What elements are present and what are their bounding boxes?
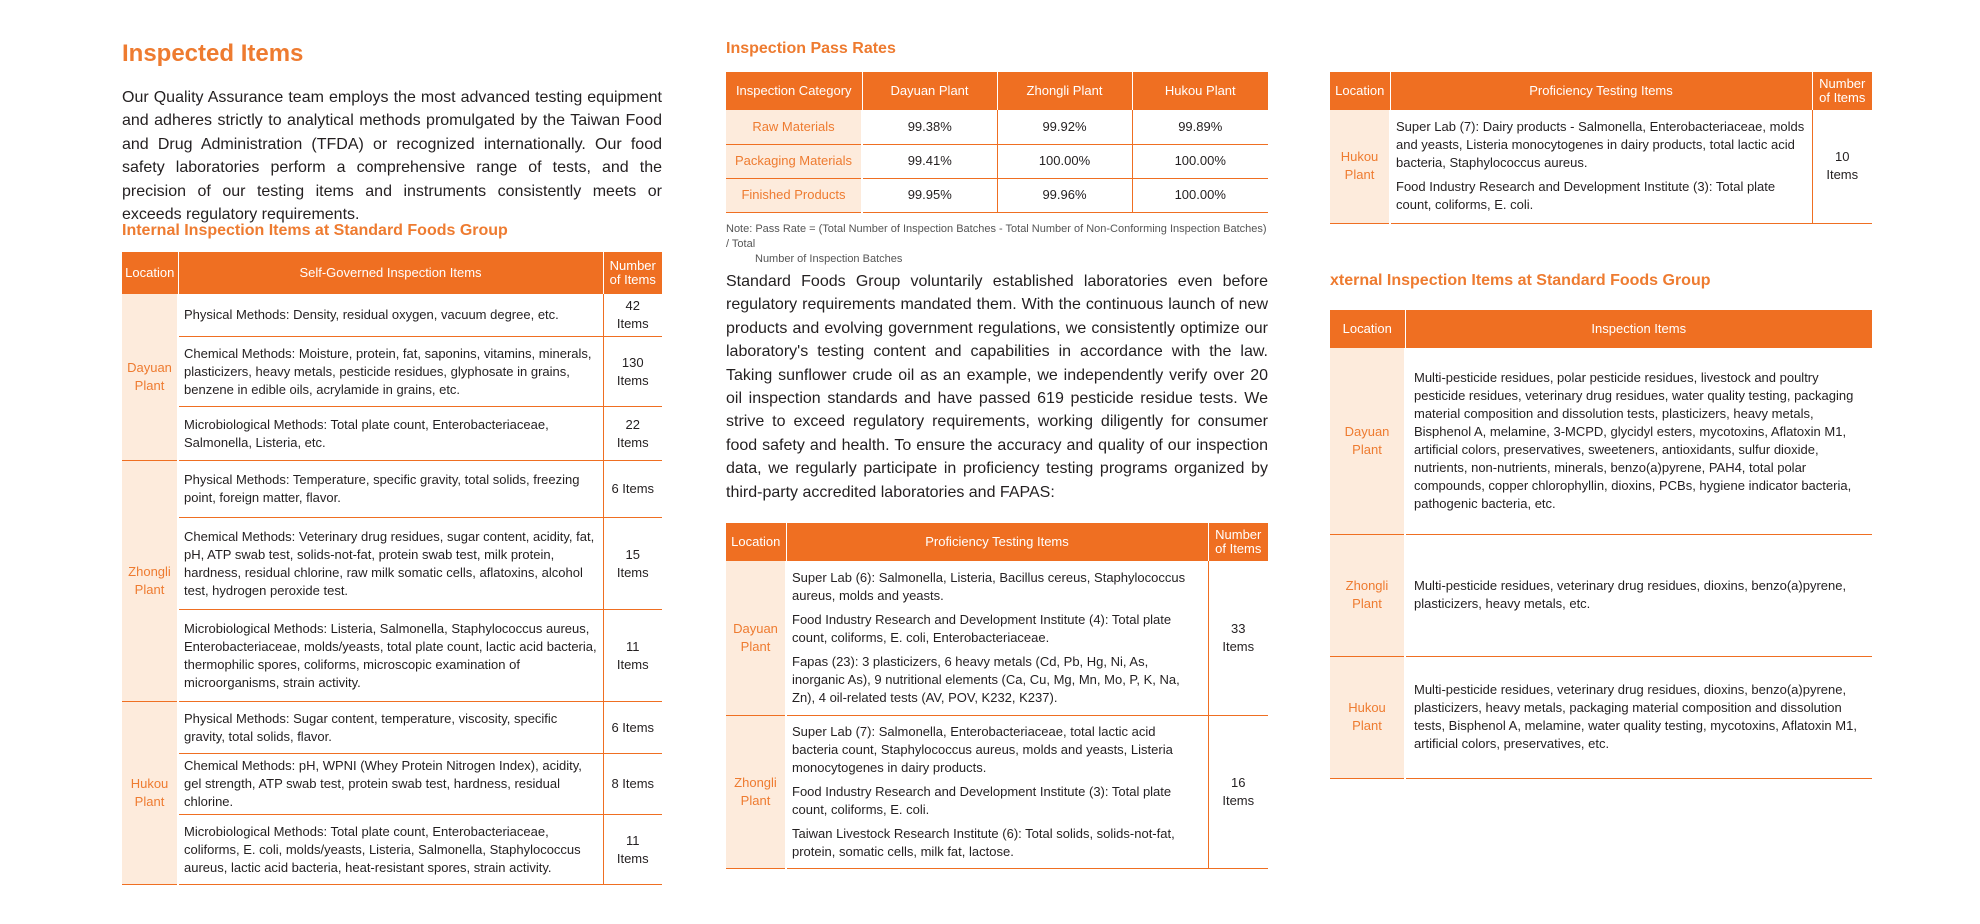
location-cell: Dayuan Plant [726,561,786,715]
item-cell: Physical Methods: Density, residual oxygen, vacuum degree, etc. [178,294,603,337]
rate-cell: 99.95% [862,178,997,212]
col-header-items: Inspection Items [1405,310,1872,348]
location-cell: Dayuan Plant [122,294,178,461]
proficiency-table-hukou [1330,72,1872,224]
pass-rates-title: Inspection Pass Rates [726,40,896,57]
rate-cell: 99.41% [862,144,997,178]
internal-inspection-table [122,252,662,885]
col-header-location: Location [726,523,786,561]
table-row [122,702,662,754]
proficiency-item: Fapas (23): 3 plasticizers, 6 heavy metals (Cd, Pb, Hg, Ni, As, inorganic As), 9 nutritional elements (Ca, Cu, Mg, Mn, Mo, P, K, Na, Zn), 4 oil-related tests (AV, POV, K232, K237). [792,653,1180,705]
pass-rates-table [726,72,1268,213]
col-header-dayuan: Dayuan Plant [862,72,997,110]
items-cell: Multi-pesticide residues, polar pesticide residues, livestock and poultry pesticide residues, veterinary drug residues, water quality testing, packaging material composition and dissolution tests, plasticizers, heavy metals, Bisphenol A, melamine, 3-MCPD, glycidyl esters, mycotoxins, Aflatoxin M1, artificial colors, preservatives, sweeteners, antioxidants, sulfur dioxide, nutrients, non-nutrients, minerals, benzo(a)pyrene, PAH4, total polar compounds, copper chlorophyllin, dioxins, PCBs, hygiene indicator bacteria, pathogenic bacteria, etc. [1405,348,1872,534]
item-cell: Microbiological Methods: Total plate count, Enterobacteriaceae, Salmonella, Listeria, etc. [178,407,603,461]
table-row [122,294,662,337]
category-cell: Raw Materials [726,110,862,144]
table-row [1330,348,1872,534]
col-header-zhongli: Zhongli Plant [997,72,1132,110]
items-cell [786,715,1208,868]
location-cell: Hukou Plant [122,702,178,885]
col-header-items: Proficiency Testing Items [786,523,1208,561]
item-cell: Microbiological Methods: Listeria, Salmonella, Staphylococcus aureus, Enterobacteriaceae, molds/yeasts, total plate count, lactic acid bacteria, thermophilic spores, coliforms, microscopic examination of microorganisms, strain activity. [178,610,603,702]
item-cell: Chemical Methods: Veterinary drug residues, sugar content, acidity, fat, pH, ATP swab test, solids-not-fat, protein swab test, milk protein, hardness, residual chlorine, raw milk somatic cells, aflatoxins, alcohol test, hydrogen peroxide test. [178,518,603,610]
rate-cell: 100.00% [1132,144,1268,178]
number-cell: 10 Items [1812,110,1872,223]
proficiency-item: Super Lab (7): Salmonella, Enterobacteriaceae, total lactic acid bacteria count, Staphylococcus aureus, molds and yeasts, Listeria monocytogenes in dairy products. [792,723,1173,775]
item-cell: Physical Methods: Sugar content, temperature, viscosity, specific gravity, total solids, flavor. [178,702,603,754]
rate-cell: 99.96% [997,178,1132,212]
rate-cell: 99.92% [997,110,1132,144]
col-header-items: Self-Governed Inspection Items [178,252,603,294]
table-row [122,407,662,461]
col-header-category: Inspection Category [726,72,862,110]
table-row [726,144,1268,178]
col-header-number: Number of Items [1208,523,1268,561]
rate-cell: 99.38% [862,110,997,144]
number-cell: 11 Items [603,610,662,702]
number-cell: 15 Items [603,518,662,610]
table-row [1330,656,1872,778]
item-cell: Physical Methods: Temperature, specific gravity, total solids, freezing point, foreign matter, flavor. [178,461,603,518]
col-header-location: Location [1330,72,1390,110]
table-row [122,337,662,407]
table-row [122,461,662,518]
item-cell: Chemical Methods: pH, WPNI (Whey Protein Nitrogen Index), acidity, gel strength, ATP swab test, protein swab test, hardness, residual chlorine. [178,754,603,815]
table-row [726,561,1268,715]
table-row [122,754,662,815]
items-cell [786,561,1208,715]
laboratory-paragraph: Standard Foods Group voluntarily established laboratories even before regulatory requirements mandated them. With the continuous launch of new products and evolving government regulations, we consistently optimize our laboratory's testing content and capabilities in accordance with the law. Taking sunflower crude oil as an example, we independently verify over 20 oil inspection standards and have passed 619 pesticide residue tests. We strive to exceed regulatory requirements, working diligently for consumer food safety and health. To ensure the accuracy and quality of our inspection data, we regularly participate in proficiency testing programs organized by third-party accredited laboratories and FAPAS: [726,273,1268,501]
col-header-items: Proficiency Testing Items [1390,72,1812,110]
location-cell: Hukou Plant [1330,656,1405,778]
proficiency-item: Taiwan Livestock Research Institute (6): Total solids, solids-not-fat, protein, somatic cells, milk fat, lactose. [792,825,1175,859]
note-line-2: Number of Inspection Batches [755,253,903,265]
number-cell: 16 Items [1208,715,1268,868]
location-cell: Zhongli Plant [1330,534,1405,656]
intro-paragraph: Our Quality Assurance team employs the most advanced testing equipment and adheres strictly to analytical methods promulgated by the Taiwan Food and Drug Administration (TFDA) or recognized internationally. Our food safety laboratories perform a comprehensive range of tests, and the precision of our testing items and instruments consistently meets or exceeds regulatory requirements. [122,89,662,224]
location-cell: Hukou Plant [1330,110,1390,223]
note-line-1: Note: Pass Rate = (Total Number of Inspection Batches - Total Number of Non-Conforming Inspection Batches) / Total [726,223,1267,250]
external-inspection-table [1330,310,1872,779]
number-cell: 22 Items [603,407,662,461]
rate-cell: 100.00% [997,144,1132,178]
proficiency-item: Food Industry Research and Development Institute (3): Total plate count, coliforms, E. coli. [1396,179,1776,213]
location-cell: Dayuan Plant [1330,348,1405,534]
table-row [726,110,1268,144]
page-title: Inspected Items [122,40,304,67]
proficiency-item: Super Lab (6): Salmonella, Listeria, Bacillus cereus, Staphylococcus aureus, molds and yeasts. [792,569,1186,603]
category-cell: Finished Products [726,178,862,212]
number-cell: 8 Items [603,754,662,815]
number-cell: 42 Items [603,294,662,337]
col-header-number: Number of Items [1812,72,1872,110]
rate-cell: 99.89% [1132,110,1268,144]
items-cell [1390,110,1812,223]
internal-inspection-title: Internal Inspection Items at Standard Foods Group [122,222,508,239]
proficiency-item: Super Lab (7): Dairy products - Salmonella, Enterobacteriaceae, molds and yeasts, Listeria monocytogenes in dairy products, total lactic acid bacteria, Staphylococcus aureus. [1396,119,1805,171]
table-row [122,610,662,702]
items-cell: Multi-pesticide residues, veterinary drug residues, dioxins, benzo(a)pyrene, plasticizers, heavy metals, packaging material composition and dissolution tests, Bisphenol A, melamine, water quality testing, mycotoxins, Aflatoxin M1, artificial colors, preservatives, etc. [1405,656,1872,778]
location-cell: Zhongli Plant [726,715,786,868]
col-header-location: Location [122,252,178,294]
item-cell: Microbiological Methods: Total plate count, Enterobacteriaceae, coliforms, E. coli, molds/yeasts, Listeria, Salmonella, Staphylococcus aureus, lactic acid bacteria, heat-resistant spores, strain activity. [178,815,603,885]
col-header-hukou: Hukou Plant [1132,72,1268,110]
location-cell: Zhongli Plant [122,461,178,702]
table-row [122,518,662,610]
table-row [1330,110,1872,223]
rate-cell: 100.00% [1132,178,1268,212]
number-cell: 6 Items [603,702,662,754]
external-inspection-title: xternal Inspection Items at Standard Foods Group [1330,272,1711,289]
number-cell: 6 Items [603,461,662,518]
table-row [1330,534,1872,656]
col-header-number: Number of Items [603,252,662,294]
table-row [726,178,1268,212]
pass-rate-note [726,222,1268,267]
table-row [726,715,1268,868]
proficiency-table-dayuan-zhongli [726,523,1268,869]
proficiency-item: Food Industry Research and Development Institute (4): Total plate count, coliforms, E. coli, Enterobacteriaceae. [792,611,1172,645]
table-row [122,815,662,885]
col-header-location: Location [1330,310,1405,348]
number-cell: 130 Items [603,337,662,407]
number-cell: 33 Items [1208,561,1268,715]
number-cell: 11 Items [603,815,662,885]
category-cell: Packaging Materials [726,144,862,178]
item-cell: Chemical Methods: Moisture, protein, fat, saponins, vitamins, minerals, plasticizers, heavy metals, pesticide residues, glyphosate in grains, benzene in edible oils, acrylamide in grains, etc. [178,337,603,407]
items-cell: Multi-pesticide residues, veterinary drug residues, dioxins, benzo(a)pyrene, plasticizers, heavy metals, etc. [1405,534,1872,656]
proficiency-item: Food Industry Research and Development Institute (3): Total plate count, coliforms, E. coli. [792,783,1172,817]
